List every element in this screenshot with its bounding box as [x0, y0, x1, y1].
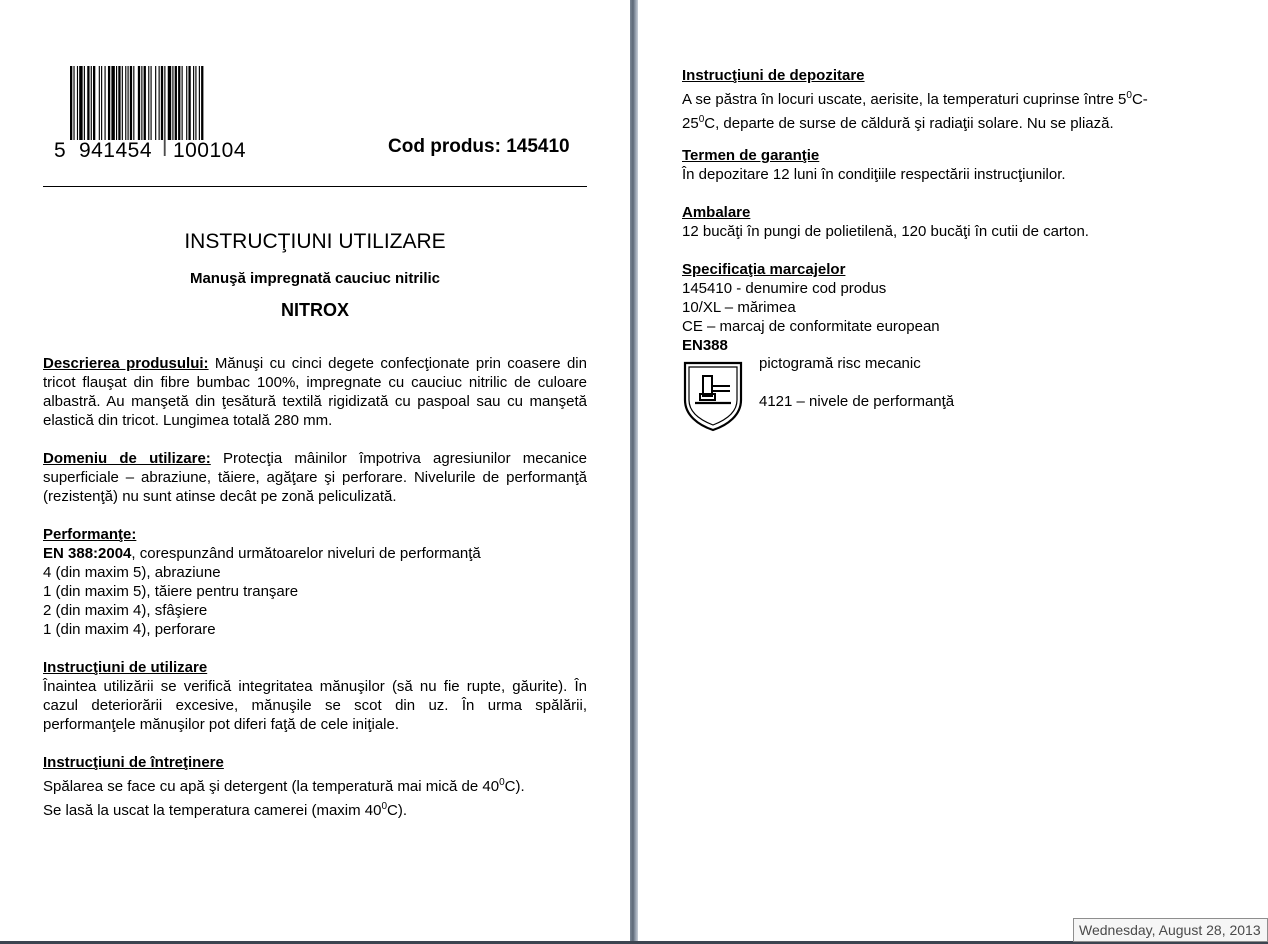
pictogram-caption: pictogramă risc mecanic — [759, 355, 921, 372]
section-maintenance — [43, 753, 587, 821]
maintenance-line1: Spălarea se face cu apă şi detergent (la temperatură mai mică de 40 — [43, 778, 500, 795]
description-heading: Descrierea produsului: — [43, 355, 209, 372]
performance-standard: EN 388:2004 — [43, 545, 132, 562]
marking-heading: Specificaţia marcajelor — [682, 261, 846, 278]
storage-line1-unit: C- — [1131, 91, 1148, 108]
barcode-digit-first: 5 — [54, 139, 67, 162]
warranty-heading: Termen de garanţie — [682, 147, 820, 164]
degree-superscript: 0 — [1126, 90, 1132, 101]
left-page — [0, 0, 630, 944]
maintenance-line1-unit: C). — [504, 778, 525, 795]
maintenance-heading: Instrucţiuni de întreţinere — [43, 754, 224, 771]
degree-superscript: 0 — [381, 801, 388, 812]
section-domain — [43, 449, 587, 506]
maintenance-line2-unit: C). — [387, 802, 408, 819]
performance-item: 4 (din maxim 5), abraziune — [43, 564, 221, 581]
domain-text: Protecţia mâinilor împotriva agresiunilor mecanice superficiale – abraziune, tăiere, agăţare şi perforare. Nivelurile de performanţă (rezistenţă) nu sunt atinse decât pe zonă peliculizată. — [43, 450, 587, 505]
domain-heading: Domeniu de utilizare: — [43, 450, 211, 467]
right-page — [638, 0, 1268, 944]
section-usage — [43, 658, 587, 734]
barcode-digit-group2: 100104 — [167, 140, 252, 162]
storage-line2: 25 — [682, 115, 699, 132]
storage-heading: Instrucţiuni de depozitare — [682, 67, 865, 84]
marking-line: 145410 - denumire cod produs — [682, 280, 887, 297]
section-storage — [682, 66, 1242, 134]
barcode-digits — [54, 140, 264, 162]
degree-superscript: 0 — [499, 777, 505, 788]
marking-standard: EN388 — [682, 337, 728, 354]
description-text: Mănuşi cu cinci degete confecţionate prin coasere din tricot flauşat din fibre bumbac 100%, impregnate cu cauciuc nitrilic de culoare albastră. Au manşetă din ţesătură textilă rigidizată cu paspoal sau cu manşetă elastică din tricot. Lungimea totală 280 mm. — [43, 355, 587, 429]
section-warranty — [682, 146, 1242, 184]
performance-levels-caption: 4121 – nivele de performanţă — [759, 393, 955, 410]
section-performance — [43, 525, 587, 639]
usage-text: Înaintea utilizării se verifică integritatea mănuşilor (să nu fie rupte, găurite). În cazul deteriorării excesive, mănuşile se scot din uz. În urma spălării, performanţele mănuşilor pot diferi faţă de cele iniţiale. — [43, 678, 587, 733]
performance-standard-text: , corespunzând următoarelor niveluri de performanţă — [131, 545, 481, 562]
packaging-text: 12 bucăţi în pungi de polietilenă, 120 bucăţi în cutii de carton. — [682, 223, 1089, 240]
performance-item: 1 (din maxim 5), tăiere pentru tranşare — [43, 583, 299, 600]
usage-heading: Instrucţiuni de utilizare — [43, 659, 208, 676]
product-code: Cod produs: 145410 — [388, 136, 570, 157]
document-title: INSTRUCŢIUNI UTILIZARE — [184, 230, 446, 253]
storage-line2-text: C, departe de surse de căldură şi radiaţii solare. Nu se pliază. — [704, 115, 1114, 132]
product-brand: NITROX — [280, 300, 349, 320]
performance-item: 1 (din maxim 4), perforare — [43, 621, 216, 638]
degree-superscript: 0 — [698, 114, 705, 125]
section-description — [43, 354, 587, 430]
performance-item: 2 (din maxim 4), sfâşiere — [43, 602, 208, 619]
packaging-heading: Ambalare — [682, 204, 751, 221]
maintenance-line2: Se lasă la uscat la temperatura camerei (maxim 40 — [43, 802, 382, 819]
section-marking — [682, 260, 1242, 355]
barcode-digit-group1: 941454 — [68, 140, 163, 162]
marking-line: 10/XL – mărimea — [682, 299, 796, 316]
header-divider — [43, 186, 587, 187]
document-subtitle: Manuşă impregnată cauciuc nitrilic — [189, 270, 441, 287]
section-packaging — [682, 203, 1242, 241]
page-gutter — [630, 0, 638, 944]
mechanical-risk-shield-icon — [682, 360, 744, 432]
storage-line1: A se păstra în locuri uscate, aerisite, la temperaturi cuprinse între 5 — [682, 91, 1127, 108]
barcode-icon — [54, 66, 264, 162]
warranty-text: În depozitare 12 luni în condiţiile respectării instrucţiunilor. — [682, 166, 1066, 183]
date-tooltip: Wednesday, August 28, 2013 — [1073, 918, 1268, 942]
performance-heading: Performanţe: — [43, 526, 137, 543]
marking-line: CE – marcaj de conformitate european — [682, 318, 940, 335]
